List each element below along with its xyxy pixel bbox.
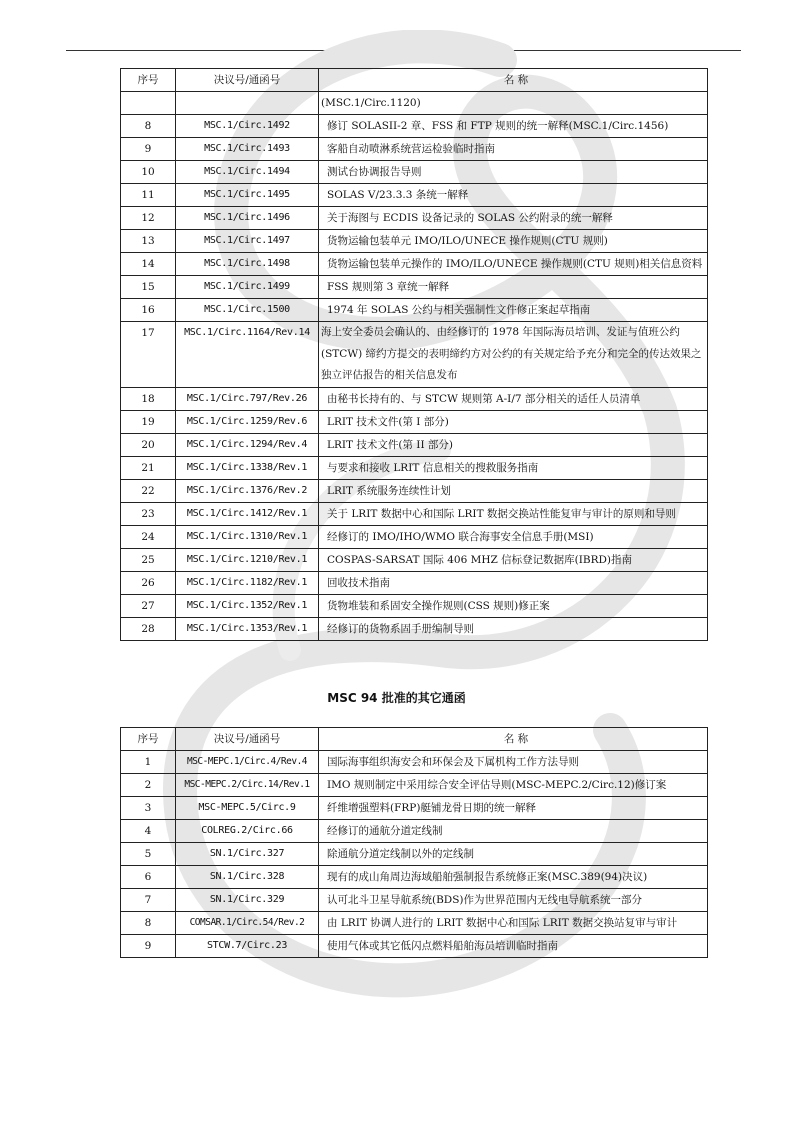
cell-code (176, 92, 319, 115)
cell-code: MSC.1/Circ.1498 (176, 253, 319, 276)
cell-no: 4 (121, 820, 176, 843)
table-row (121, 184, 708, 207)
cell-no: 24 (121, 525, 176, 548)
table-row (121, 617, 708, 640)
table-row (121, 161, 708, 184)
cell-code: STCW.7/Circ.23 (176, 935, 319, 958)
cell-no: 7 (121, 889, 176, 912)
table-row (121, 843, 708, 866)
cell-code: MSC.1/Circ.1310/Rev.1 (176, 525, 319, 548)
table-row (121, 207, 708, 230)
table-row (121, 253, 708, 276)
table-row (121, 866, 708, 889)
cell-code: MSC-MEPC.5/Circ.9 (176, 797, 319, 820)
cell-name: 国际海事组织海安会和环保会及下属机构工作方法导则 (319, 751, 708, 774)
cell-code: COMSAR.1/Circ.54/Rev.2 (176, 912, 319, 935)
cell-no: 8 (121, 115, 176, 138)
cell-code: MSC.1/Circ.1294/Rev.4 (176, 433, 319, 456)
cell-code: MSC-MEPC.1/Circ.4/Rev.4 (176, 751, 319, 774)
cell-code: MSC.1/Circ.1494 (176, 161, 319, 184)
cell-code: MSC.1/Circ.1352/Rev.1 (176, 594, 319, 617)
cell-no: 27 (121, 594, 176, 617)
col-header-name: 名 称 (319, 69, 708, 92)
cell-name: 现有的成山角周边海域船舶强制报告系统修正案(MSC.389(94)决议) (319, 866, 708, 889)
cell-name: 认可北斗卫星导航系统(BDS)作为世界范围内无线电导航系统一部分 (319, 889, 708, 912)
cell-no: 21 (121, 456, 176, 479)
cell-code: MSC.1/Circ.1497 (176, 230, 319, 253)
cell-name: 经修订的 IMO/IHO/WMO 联合海事安全信息手册(MSI) (319, 525, 708, 548)
table-row (121, 594, 708, 617)
cell-no: 9 (121, 935, 176, 958)
cell-no: 26 (121, 571, 176, 594)
cell-code: MSC.1/Circ.797/Rev.26 (176, 387, 319, 410)
col-header-no: 序号 (121, 69, 176, 92)
table-row (121, 571, 708, 594)
cell-code: SN.1/Circ.327 (176, 843, 319, 866)
cell-name: LRIT 技术文件(第 II 部分) (319, 433, 708, 456)
cell-code: MSC.1/Circ.1182/Rev.1 (176, 571, 319, 594)
table-row (121, 410, 708, 433)
cell-no: 15 (121, 276, 176, 299)
cell-code: MSC.1/Circ.1495 (176, 184, 319, 207)
cell-no: 11 (121, 184, 176, 207)
cell-name: COSPAS-SARSAT 国际 406 MHZ 信标登记数据库(IBRD)指南 (319, 548, 708, 571)
table-row (121, 479, 708, 502)
cell-code: MSC.1/Circ.1493 (176, 138, 319, 161)
cell-code: COLREG.2/Circ.66 (176, 820, 319, 843)
cell-no: 25 (121, 548, 176, 571)
table-row (121, 433, 708, 456)
table-row (121, 276, 708, 299)
cell-name: FSS 规则第 3 章统一解释 (319, 276, 708, 299)
table-row (121, 299, 708, 322)
cell-name: 纤维增强塑料(FRP)艇铺龙骨日期的统一解释 (319, 797, 708, 820)
table-row (121, 525, 708, 548)
table-row (121, 912, 708, 935)
header-rule (66, 50, 741, 51)
circulars-table-1 (120, 68, 708, 641)
col-header-no: 序号 (121, 728, 176, 751)
cell-name: 修订 SOLASII-2 章、FSS 和 FTP 规则的统一解释(MSC.1/Circ.1456) (319, 115, 708, 138)
cell-no: 13 (121, 230, 176, 253)
col-header-code: 决议号/通函号 (176, 69, 319, 92)
cell-name: 关于海图与 ECDIS 设备记录的 SOLAS 公约附录的统一解释 (319, 207, 708, 230)
cell-name: 与要求和接收 LRIT 信息相关的搜救服务指南 (319, 456, 708, 479)
cell-code: MSC.1/Circ.1353/Rev.1 (176, 617, 319, 640)
cell-name: 关于 LRIT 数据中心和国际 LRIT 数据交换站性能复审与审计的原则和导则 (319, 502, 708, 525)
table-row (121, 138, 708, 161)
cell-code: MSC.1/Circ.1259/Rev.6 (176, 410, 319, 433)
cell-name: 货物运输包装单元操作的 IMO/ILO/UNECE 操作规则(CTU 规则)相关信息资料 (319, 253, 708, 276)
cell-name: LRIT 系统服务连续性计划 (319, 479, 708, 502)
cell-no: 20 (121, 433, 176, 456)
table-row (121, 774, 708, 797)
section-title: MSC 94 批准的其它通函 (327, 691, 466, 705)
cell-name: 客船自动喷淋系统营运检验临时指南 (319, 138, 708, 161)
table-row (121, 820, 708, 843)
cell-code: MSC.1/Circ.1412/Rev.1 (176, 502, 319, 525)
cell-code: MSC.1/Circ.1492 (176, 115, 319, 138)
cell-no: 23 (121, 502, 176, 525)
cell-name: 使用气体或其它低闪点燃料船舶海员培训临时指南 (319, 935, 708, 958)
cell-no: 12 (121, 207, 176, 230)
table-header-row (121, 728, 708, 751)
cell-no: 3 (121, 797, 176, 820)
cell-no: 2 (121, 774, 176, 797)
cell-name: 除通航分道定线制以外的定线制 (319, 843, 708, 866)
cell-code: MSC.1/Circ.1338/Rev.1 (176, 456, 319, 479)
cell-code: MSC.1/Circ.1496 (176, 207, 319, 230)
table-row (121, 548, 708, 571)
col-header-name: 名 称 (319, 728, 708, 751)
cell-code: MSC.1/Circ.1376/Rev.2 (176, 479, 319, 502)
table-row (121, 502, 708, 525)
cell-no: 1 (121, 751, 176, 774)
cell-name: 货物运输包装单元 IMO/ILO/UNECE 操作规则(CTU 规则) (319, 230, 708, 253)
cell-name: SOLAS V/23.3.3 条统一解释 (319, 184, 708, 207)
cell-no: 18 (121, 387, 176, 410)
table-header-row (121, 69, 708, 92)
table-row (121, 751, 708, 774)
cell-no: 14 (121, 253, 176, 276)
cell-name: 由 LRIT 协调人进行的 LRIT 数据中心和国际 LRIT 数据交换站复审与审计 (319, 912, 708, 935)
cell-no: 22 (121, 479, 176, 502)
cell-code: MSC.1/Circ.1210/Rev.1 (176, 548, 319, 571)
cell-name: LRIT 技术文件(第 I 部分) (319, 410, 708, 433)
cell-name: (MSC.1/Circ.1120) (319, 92, 708, 115)
cell-no: 19 (121, 410, 176, 433)
cell-no: 6 (121, 866, 176, 889)
col-header-code: 决议号/通函号 (176, 728, 319, 751)
table-row (121, 92, 708, 115)
cell-code: MSC.1/Circ.1500 (176, 299, 319, 322)
cell-name: 1974 年 SOLAS 公约与相关强制性文件修正案起草指南 (319, 299, 708, 322)
cell-no: 10 (121, 161, 176, 184)
cell-no: 16 (121, 299, 176, 322)
table-row-multiline (121, 322, 708, 388)
cell-name: 测试台协调报告导则 (319, 161, 708, 184)
table-row (121, 889, 708, 912)
table-row (121, 935, 708, 958)
table-row (121, 456, 708, 479)
cell-no: 9 (121, 138, 176, 161)
cell-code: MSC.1/Circ.1499 (176, 276, 319, 299)
cell-no: 17 (121, 322, 176, 388)
table-row (121, 387, 708, 410)
table-row (121, 797, 708, 820)
cell-name: IMO 规则制定中采用综合安全评估导则(MSC-MEPC.2/Circ.12)修订案 (319, 774, 708, 797)
cell-code: MSC-MEPC.2/Circ.14/Rev.1 (176, 774, 319, 797)
cell-name: 由秘书长持有的、与 STCW 规则第 A-I/7 部分相关的适任人员清单 (319, 387, 708, 410)
cell-code: SN.1/Circ.329 (176, 889, 319, 912)
cell-name: 货物堆装和系固安全操作规则(CSS 规则)修正案 (319, 594, 708, 617)
table-row (121, 230, 708, 253)
cell-code: MSC.1/Circ.1164/Rev.14 (176, 322, 319, 388)
table-row (121, 115, 708, 138)
cell-name: 回收技术指南 (319, 571, 708, 594)
cell-no: 28 (121, 617, 176, 640)
cell-no: 5 (121, 843, 176, 866)
circulars-table-2 (120, 727, 708, 958)
cell-code: SN.1/Circ.328 (176, 866, 319, 889)
cell-no: 8 (121, 912, 176, 935)
cell-no (121, 92, 176, 115)
cell-name: 海上安全委员会确认的、由经修订的 1978 年国际海员培训、发证与值班公约(STCW) 缔约方提交的表明缔约方对公约的有关规定给予充分和完全的传达效果之独立评估报告的相关信息发布 (319, 322, 708, 388)
cell-name: 经修订的货物系固手册编制导则 (319, 617, 708, 640)
cell-name: 经修订的通航分道定线制 (319, 820, 708, 843)
